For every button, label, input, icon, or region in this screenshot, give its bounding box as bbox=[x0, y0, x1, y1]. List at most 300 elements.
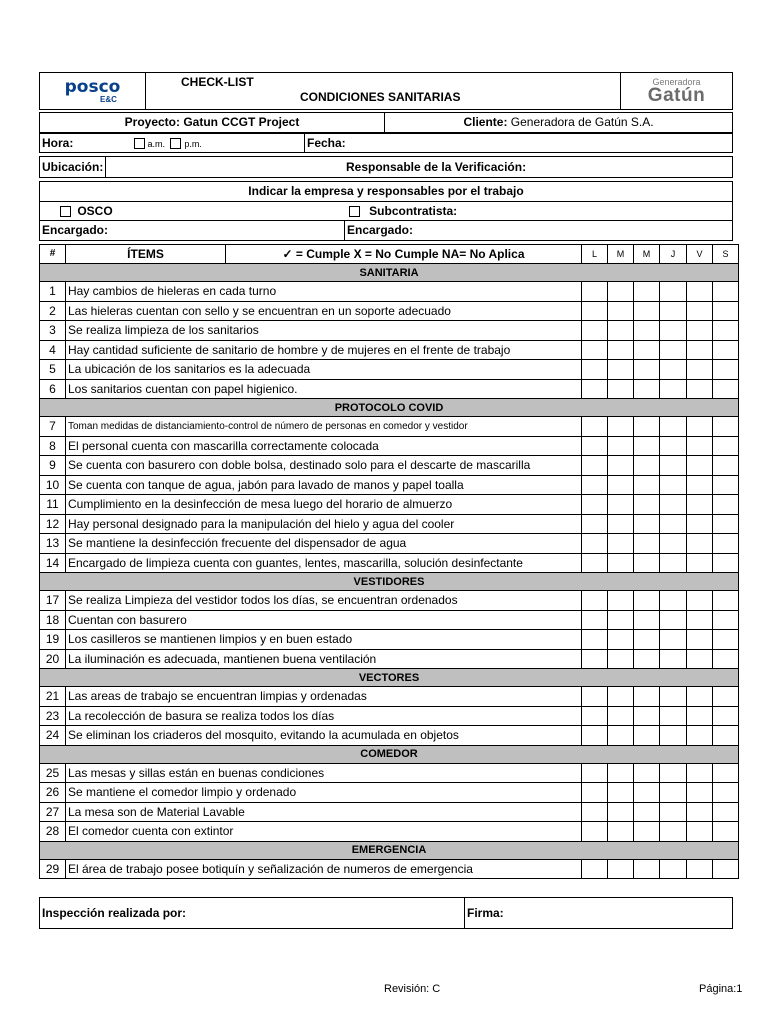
check-cell[interactable] bbox=[582, 436, 608, 456]
check-cell[interactable] bbox=[634, 301, 660, 321]
firma-cell[interactable]: Firma: bbox=[465, 898, 733, 929]
table-row bbox=[40, 379, 739, 399]
item-text: El área de trabajo posee botiquín y señalización de numeros de emergencia bbox=[66, 859, 582, 879]
item-text: Se cuenta con basurero con doble bolsa, destinado solo para el descarte de mascarilla bbox=[66, 456, 582, 476]
check-cell[interactable] bbox=[713, 553, 739, 573]
check-cell[interactable] bbox=[634, 763, 660, 783]
indicar-empresa: Indicar la empresa y responsables por el trabajo bbox=[40, 182, 733, 202]
check-cell[interactable] bbox=[660, 475, 687, 495]
item-text: Cuentan con basurero bbox=[66, 610, 582, 630]
item-text: Las mesas y sillas están en buenas condiciones bbox=[66, 763, 582, 783]
check-cell[interactable] bbox=[608, 610, 634, 630]
check-cell[interactable] bbox=[687, 687, 713, 707]
check-cell[interactable] bbox=[582, 763, 608, 783]
section-title: VESTIDORES bbox=[40, 573, 739, 591]
item-text: Se realiza Limpieza del vestidor todos los días, se encuentran ordenados bbox=[66, 591, 582, 611]
section-title: EMERGENCIA bbox=[40, 841, 739, 859]
check-cell[interactable] bbox=[608, 340, 634, 360]
check-cell[interactable] bbox=[660, 859, 687, 879]
item-text: Se eliminan los criaderos del mosquito, evitando la acumulada en objetos bbox=[66, 726, 582, 746]
check-cell[interactable] bbox=[687, 340, 713, 360]
item-number: 3 bbox=[40, 321, 66, 341]
section-title: VECTORES bbox=[40, 669, 739, 687]
table-row bbox=[40, 783, 739, 803]
signoff-table bbox=[39, 897, 733, 929]
check-cell[interactable] bbox=[687, 379, 713, 399]
check-cell[interactable] bbox=[608, 514, 634, 534]
check-cell[interactable] bbox=[713, 649, 739, 669]
item-text: Las areas de trabajo se encuentran limpias y ordenadas bbox=[66, 687, 582, 707]
col-day: S bbox=[713, 244, 739, 264]
check-cell[interactable] bbox=[687, 436, 713, 456]
table-row bbox=[40, 706, 739, 726]
table-row bbox=[40, 610, 739, 630]
item-number: 12 bbox=[40, 514, 66, 534]
check-cell[interactable] bbox=[634, 802, 660, 822]
item-number: 23 bbox=[40, 706, 66, 726]
check-cell[interactable] bbox=[634, 379, 660, 399]
check-cell[interactable] bbox=[582, 282, 608, 302]
check-cell[interactable] bbox=[713, 859, 739, 879]
check-cell[interactable] bbox=[582, 417, 608, 437]
osco-label: OSCO bbox=[77, 203, 113, 218]
check-cell[interactable] bbox=[713, 822, 739, 842]
subcontratista-cell bbox=[345, 201, 733, 221]
col-day: M bbox=[634, 244, 660, 264]
check-cell[interactable] bbox=[634, 706, 660, 726]
check-cell[interactable] bbox=[582, 475, 608, 495]
check-cell[interactable] bbox=[634, 822, 660, 842]
section-header bbox=[40, 745, 739, 763]
check-cell[interactable] bbox=[687, 649, 713, 669]
check-cell[interactable] bbox=[660, 514, 687, 534]
item-text: Hay cambios de hieleras en cada turno bbox=[66, 282, 582, 302]
check-cell[interactable] bbox=[582, 649, 608, 669]
table-row bbox=[40, 534, 739, 554]
check-cell[interactable] bbox=[660, 630, 687, 650]
col-legend: ✓ = Cumple X = No Cumple NA= No Aplica bbox=[226, 244, 582, 264]
table-row bbox=[40, 514, 739, 534]
check-cell[interactable] bbox=[713, 726, 739, 746]
col-day: J bbox=[660, 244, 687, 264]
table-row bbox=[40, 360, 739, 380]
check-cell[interactable] bbox=[608, 802, 634, 822]
check-cell[interactable] bbox=[608, 534, 634, 554]
check-cell[interactable] bbox=[634, 282, 660, 302]
check-cell[interactable] bbox=[608, 301, 634, 321]
table-row bbox=[40, 282, 739, 302]
item-number: 20 bbox=[40, 649, 66, 669]
check-cell[interactable] bbox=[687, 822, 713, 842]
item-text: Los casilleros se mantienen limpios y en buen estado bbox=[66, 630, 582, 650]
check-cell[interactable] bbox=[634, 534, 660, 554]
check-cell[interactable] bbox=[660, 301, 687, 321]
item-number: 25 bbox=[40, 763, 66, 783]
item-text: Se cuenta con tanque de agua, jabón para lavado de manos y papel toalla bbox=[66, 475, 582, 495]
check-cell[interactable] bbox=[687, 706, 713, 726]
check-cell[interactable] bbox=[608, 630, 634, 650]
item-number: 27 bbox=[40, 802, 66, 822]
check-cell[interactable] bbox=[582, 495, 608, 515]
check-cell[interactable] bbox=[687, 475, 713, 495]
table-row bbox=[40, 417, 739, 437]
cliente-cell bbox=[385, 113, 733, 133]
check-cell[interactable] bbox=[582, 360, 608, 380]
check-cell[interactable] bbox=[660, 282, 687, 302]
check-cell[interactable] bbox=[634, 340, 660, 360]
check-cell[interactable] bbox=[687, 553, 713, 573]
check-cell[interactable] bbox=[608, 726, 634, 746]
check-cell[interactable] bbox=[687, 321, 713, 341]
table-row bbox=[40, 553, 739, 573]
check-cell[interactable] bbox=[608, 822, 634, 842]
table-row bbox=[40, 763, 739, 783]
item-text: La ubicación de los sanitarios es la adecuada bbox=[66, 360, 582, 380]
check-cell[interactable] bbox=[713, 475, 739, 495]
check-cell[interactable] bbox=[687, 417, 713, 437]
check-cell[interactable] bbox=[713, 495, 739, 515]
check-cell[interactable] bbox=[660, 649, 687, 669]
check-cell[interactable] bbox=[687, 802, 713, 822]
check-cell[interactable] bbox=[634, 859, 660, 879]
section-title: COMEDOR bbox=[40, 745, 739, 763]
item-number: 10 bbox=[40, 475, 66, 495]
item-text: Cumplimiento en la desinfección de mesa luego del horario de almuerzo bbox=[66, 495, 582, 515]
checklist-sheet bbox=[39, 72, 732, 929]
table-row bbox=[40, 340, 739, 360]
item-number: 6 bbox=[40, 379, 66, 399]
fecha-cell[interactable] bbox=[305, 133, 733, 153]
item-number: 21 bbox=[40, 687, 66, 707]
check-cell[interactable] bbox=[634, 417, 660, 437]
item-text: Se mantiene el comedor limpio y ordenado bbox=[66, 783, 582, 803]
item-text: La mesa son de Material Lavable bbox=[66, 802, 582, 822]
check-cell[interactable] bbox=[660, 417, 687, 437]
check-cell[interactable] bbox=[687, 534, 713, 554]
table-row bbox=[40, 591, 739, 611]
item-number: 1 bbox=[40, 282, 66, 302]
section-header bbox=[40, 669, 739, 687]
check-cell[interactable] bbox=[713, 456, 739, 476]
check-cell[interactable] bbox=[713, 436, 739, 456]
item-text: El comedor cuenta con extintor bbox=[66, 822, 582, 842]
check-cell[interactable] bbox=[582, 456, 608, 476]
osco-checkbox[interactable] bbox=[60, 206, 71, 217]
check-cell[interactable] bbox=[660, 763, 687, 783]
table-row bbox=[40, 649, 739, 669]
check-cell[interactable] bbox=[608, 360, 634, 380]
check-cell[interactable] bbox=[634, 649, 660, 669]
item-number: 24 bbox=[40, 726, 66, 746]
cliente-value: Generadora de Gatún S.A. bbox=[510, 115, 654, 130]
responsable-label: Responsable de la Verificación: bbox=[106, 157, 733, 178]
table-row bbox=[40, 822, 739, 842]
item-number: 5 bbox=[40, 360, 66, 380]
check-cell[interactable] bbox=[713, 610, 739, 630]
check-cell[interactable] bbox=[634, 360, 660, 380]
hora-options bbox=[130, 133, 305, 153]
check-cell[interactable] bbox=[608, 591, 634, 611]
check-cell[interactable] bbox=[660, 534, 687, 554]
check-cell[interactable] bbox=[634, 610, 660, 630]
table-row bbox=[40, 495, 739, 515]
col-num: # bbox=[40, 244, 66, 264]
check-cell[interactable] bbox=[582, 610, 608, 630]
check-cell[interactable] bbox=[608, 859, 634, 879]
section-header bbox=[40, 841, 739, 859]
item-number: 2 bbox=[40, 301, 66, 321]
check-cell[interactable] bbox=[687, 282, 713, 302]
item-number: 9 bbox=[40, 456, 66, 476]
table-row bbox=[40, 859, 739, 879]
col-items: ÍTEMS bbox=[66, 244, 226, 264]
table-row bbox=[40, 301, 739, 321]
check-cell[interactable] bbox=[660, 360, 687, 380]
item-number: 13 bbox=[40, 534, 66, 554]
check-cell[interactable] bbox=[634, 436, 660, 456]
title-check-list: CHECK-LIST bbox=[181, 75, 254, 89]
check-cell[interactable] bbox=[660, 495, 687, 515]
table-row bbox=[40, 475, 739, 495]
gatun-logo-top: Generadora bbox=[652, 77, 701, 87]
subcontratista-label: Subcontratista: bbox=[369, 203, 458, 218]
check-cell[interactable] bbox=[608, 763, 634, 783]
check-cell[interactable] bbox=[608, 495, 634, 515]
proyecto-cell: Proyecto: Gatun CCGT Project bbox=[40, 113, 385, 133]
items-table bbox=[39, 244, 739, 880]
check-cell[interactable] bbox=[608, 436, 634, 456]
check-cell[interactable] bbox=[608, 553, 634, 573]
check-cell[interactable] bbox=[660, 553, 687, 573]
check-cell[interactable] bbox=[608, 706, 634, 726]
check-cell[interactable] bbox=[687, 360, 713, 380]
check-cell[interactable] bbox=[634, 514, 660, 534]
check-cell[interactable] bbox=[660, 456, 687, 476]
pagina-text: Página:1 bbox=[699, 983, 743, 995]
check-cell[interactable] bbox=[660, 591, 687, 611]
posco-logo bbox=[40, 73, 146, 110]
hora-table bbox=[39, 133, 733, 154]
check-cell[interactable] bbox=[660, 726, 687, 746]
table-row bbox=[40, 630, 739, 650]
check-cell[interactable] bbox=[608, 282, 634, 302]
encargado-sub: Encargado: bbox=[345, 221, 733, 241]
item-text: Se mantiene la desinfección frecuente del dispensador de agua bbox=[66, 534, 582, 554]
check-cell[interactable] bbox=[713, 763, 739, 783]
check-cell[interactable] bbox=[582, 553, 608, 573]
ubicacion-label: Ubicación: bbox=[40, 157, 106, 178]
check-cell[interactable] bbox=[713, 630, 739, 650]
check-cell[interactable] bbox=[634, 475, 660, 495]
table-row bbox=[40, 456, 739, 476]
ubicacion-table bbox=[39, 156, 733, 178]
check-cell[interactable] bbox=[713, 340, 739, 360]
check-cell[interactable] bbox=[713, 379, 739, 399]
check-cell[interactable] bbox=[660, 321, 687, 341]
item-number: 4 bbox=[40, 340, 66, 360]
item-text: La iluminación es adecuada, mantienen buena ventilación bbox=[66, 649, 582, 669]
pm-label: p.m. bbox=[184, 138, 202, 149]
table-row bbox=[40, 802, 739, 822]
table-row bbox=[40, 321, 739, 341]
item-text: El personal cuenta con mascarilla correctamente colocada bbox=[66, 436, 582, 456]
check-cell[interactable] bbox=[582, 687, 608, 707]
check-cell[interactable] bbox=[713, 321, 739, 341]
check-cell[interactable] bbox=[660, 802, 687, 822]
item-text: Toman medidas de distanciamiento-control de número de personas en comedor y vestidor bbox=[66, 417, 582, 437]
check-cell[interactable] bbox=[713, 783, 739, 803]
col-day: M bbox=[608, 244, 634, 264]
check-cell[interactable] bbox=[634, 456, 660, 476]
col-day: V bbox=[687, 244, 713, 264]
check-cell[interactable] bbox=[713, 534, 739, 554]
check-cell[interactable] bbox=[687, 514, 713, 534]
check-cell[interactable] bbox=[634, 495, 660, 515]
inspeccion-cell[interactable]: Inspección realizada por: bbox=[40, 898, 465, 929]
table-row bbox=[40, 436, 739, 456]
check-cell[interactable] bbox=[582, 514, 608, 534]
check-cell[interactable] bbox=[608, 417, 634, 437]
check-cell[interactable] bbox=[634, 726, 660, 746]
item-text: Se realiza limpieza de los sanitarios bbox=[66, 321, 582, 341]
check-cell[interactable] bbox=[713, 417, 739, 437]
check-cell[interactable] bbox=[660, 783, 687, 803]
item-number: 14 bbox=[40, 553, 66, 573]
table-row bbox=[40, 726, 739, 746]
hora-label: Hora: bbox=[40, 133, 130, 153]
section-header bbox=[40, 399, 739, 417]
posco-logo-text: posco bbox=[64, 76, 121, 97]
fecha-label: Fecha: bbox=[307, 135, 346, 150]
check-cell[interactable] bbox=[713, 514, 739, 534]
encargado-osco: Encargado: bbox=[40, 221, 345, 241]
check-cell[interactable] bbox=[713, 591, 739, 611]
check-cell[interactable] bbox=[608, 649, 634, 669]
check-cell[interactable] bbox=[713, 282, 739, 302]
check-cell[interactable] bbox=[582, 802, 608, 822]
item-number: 11 bbox=[40, 495, 66, 515]
item-number: 29 bbox=[40, 859, 66, 879]
item-text: Las hieleras cuentan con sello y se encuentran en un soporte adecuado bbox=[66, 301, 582, 321]
am-checkbox[interactable] bbox=[134, 138, 145, 149]
table-row bbox=[40, 687, 739, 707]
check-cell[interactable] bbox=[608, 379, 634, 399]
osco-cell bbox=[40, 201, 345, 221]
check-cell[interactable] bbox=[660, 687, 687, 707]
item-number: 17 bbox=[40, 591, 66, 611]
check-cell[interactable] bbox=[687, 783, 713, 803]
item-number: 18 bbox=[40, 610, 66, 630]
title-cell bbox=[146, 73, 621, 110]
item-number: 19 bbox=[40, 630, 66, 650]
section-header bbox=[40, 264, 739, 282]
check-cell[interactable] bbox=[634, 591, 660, 611]
gatun-logo-text: Gatún bbox=[647, 85, 706, 106]
section-title: PROTOCOLO COVID bbox=[40, 399, 739, 417]
item-number: 8 bbox=[40, 436, 66, 456]
section-header bbox=[40, 573, 739, 591]
check-cell[interactable] bbox=[582, 321, 608, 341]
item-text: Encargado de limpieza cuenta con guantes, lentes, mascarilla, solución desinfectante bbox=[66, 553, 582, 573]
check-cell[interactable] bbox=[608, 456, 634, 476]
empresa-table bbox=[39, 181, 733, 241]
subcontratista-checkbox[interactable] bbox=[349, 206, 360, 217]
check-cell[interactable] bbox=[687, 610, 713, 630]
check-cell[interactable] bbox=[582, 534, 608, 554]
check-cell[interactable] bbox=[608, 321, 634, 341]
check-cell[interactable] bbox=[660, 340, 687, 360]
col-day: L bbox=[582, 244, 608, 264]
project-table bbox=[39, 112, 733, 133]
items-body bbox=[40, 264, 739, 879]
gatun-logo bbox=[621, 73, 733, 110]
check-cell[interactable] bbox=[687, 859, 713, 879]
section-title: SANITARIA bbox=[40, 264, 739, 282]
check-cell[interactable] bbox=[660, 822, 687, 842]
am-label: a.m. bbox=[147, 138, 166, 149]
check-cell[interactable] bbox=[687, 630, 713, 650]
check-cell[interactable] bbox=[582, 859, 608, 879]
check-cell[interactable] bbox=[687, 301, 713, 321]
check-cell[interactable] bbox=[634, 630, 660, 650]
check-cell[interactable] bbox=[713, 802, 739, 822]
item-text: Hay cantidad suficiente de sanitario de hombre y de mujeres en el frente de trabajo bbox=[66, 340, 582, 360]
check-cell[interactable] bbox=[634, 687, 660, 707]
check-cell[interactable] bbox=[713, 687, 739, 707]
title-condiciones: CONDICIONES SANITARIAS bbox=[300, 90, 461, 104]
item-text: La recolección de basura se realiza todos los días bbox=[66, 706, 582, 726]
check-cell[interactable] bbox=[660, 706, 687, 726]
check-cell[interactable] bbox=[687, 763, 713, 783]
check-cell[interactable] bbox=[660, 610, 687, 630]
check-cell[interactable] bbox=[582, 340, 608, 360]
check-cell[interactable] bbox=[582, 706, 608, 726]
check-cell[interactable] bbox=[582, 379, 608, 399]
check-cell[interactable] bbox=[634, 783, 660, 803]
check-cell[interactable] bbox=[634, 321, 660, 341]
check-cell[interactable] bbox=[687, 591, 713, 611]
item-number: 7 bbox=[40, 417, 66, 437]
item-text: Los sanitarios cuentan con papel higienico. bbox=[66, 379, 582, 399]
revision-text: Revisión: C bbox=[384, 983, 441, 995]
header-table bbox=[39, 72, 733, 110]
check-cell[interactable] bbox=[582, 301, 608, 321]
check-cell[interactable] bbox=[582, 822, 608, 842]
check-cell[interactable] bbox=[687, 456, 713, 476]
item-number: 28 bbox=[40, 822, 66, 842]
check-cell[interactable] bbox=[713, 301, 739, 321]
check-cell[interactable] bbox=[582, 726, 608, 746]
check-cell[interactable] bbox=[582, 591, 608, 611]
item-number: 26 bbox=[40, 783, 66, 803]
check-cell[interactable] bbox=[608, 475, 634, 495]
check-cell[interactable] bbox=[582, 630, 608, 650]
check-cell[interactable] bbox=[634, 553, 660, 573]
check-cell[interactable] bbox=[713, 360, 739, 380]
cliente-label: Cliente: bbox=[463, 115, 508, 130]
check-cell[interactable] bbox=[608, 687, 634, 707]
check-cell[interactable] bbox=[608, 783, 634, 803]
check-cell[interactable] bbox=[660, 379, 687, 399]
check-cell[interactable] bbox=[687, 495, 713, 515]
posco-logo-sub: E&C bbox=[100, 94, 117, 104]
check-cell[interactable] bbox=[713, 706, 739, 726]
item-text: Hay personal designado para la manipulación del hielo y agua del cooler bbox=[66, 514, 582, 534]
check-cell[interactable] bbox=[660, 436, 687, 456]
pm-checkbox[interactable] bbox=[170, 138, 181, 149]
check-cell[interactable] bbox=[687, 726, 713, 746]
check-cell[interactable] bbox=[582, 783, 608, 803]
